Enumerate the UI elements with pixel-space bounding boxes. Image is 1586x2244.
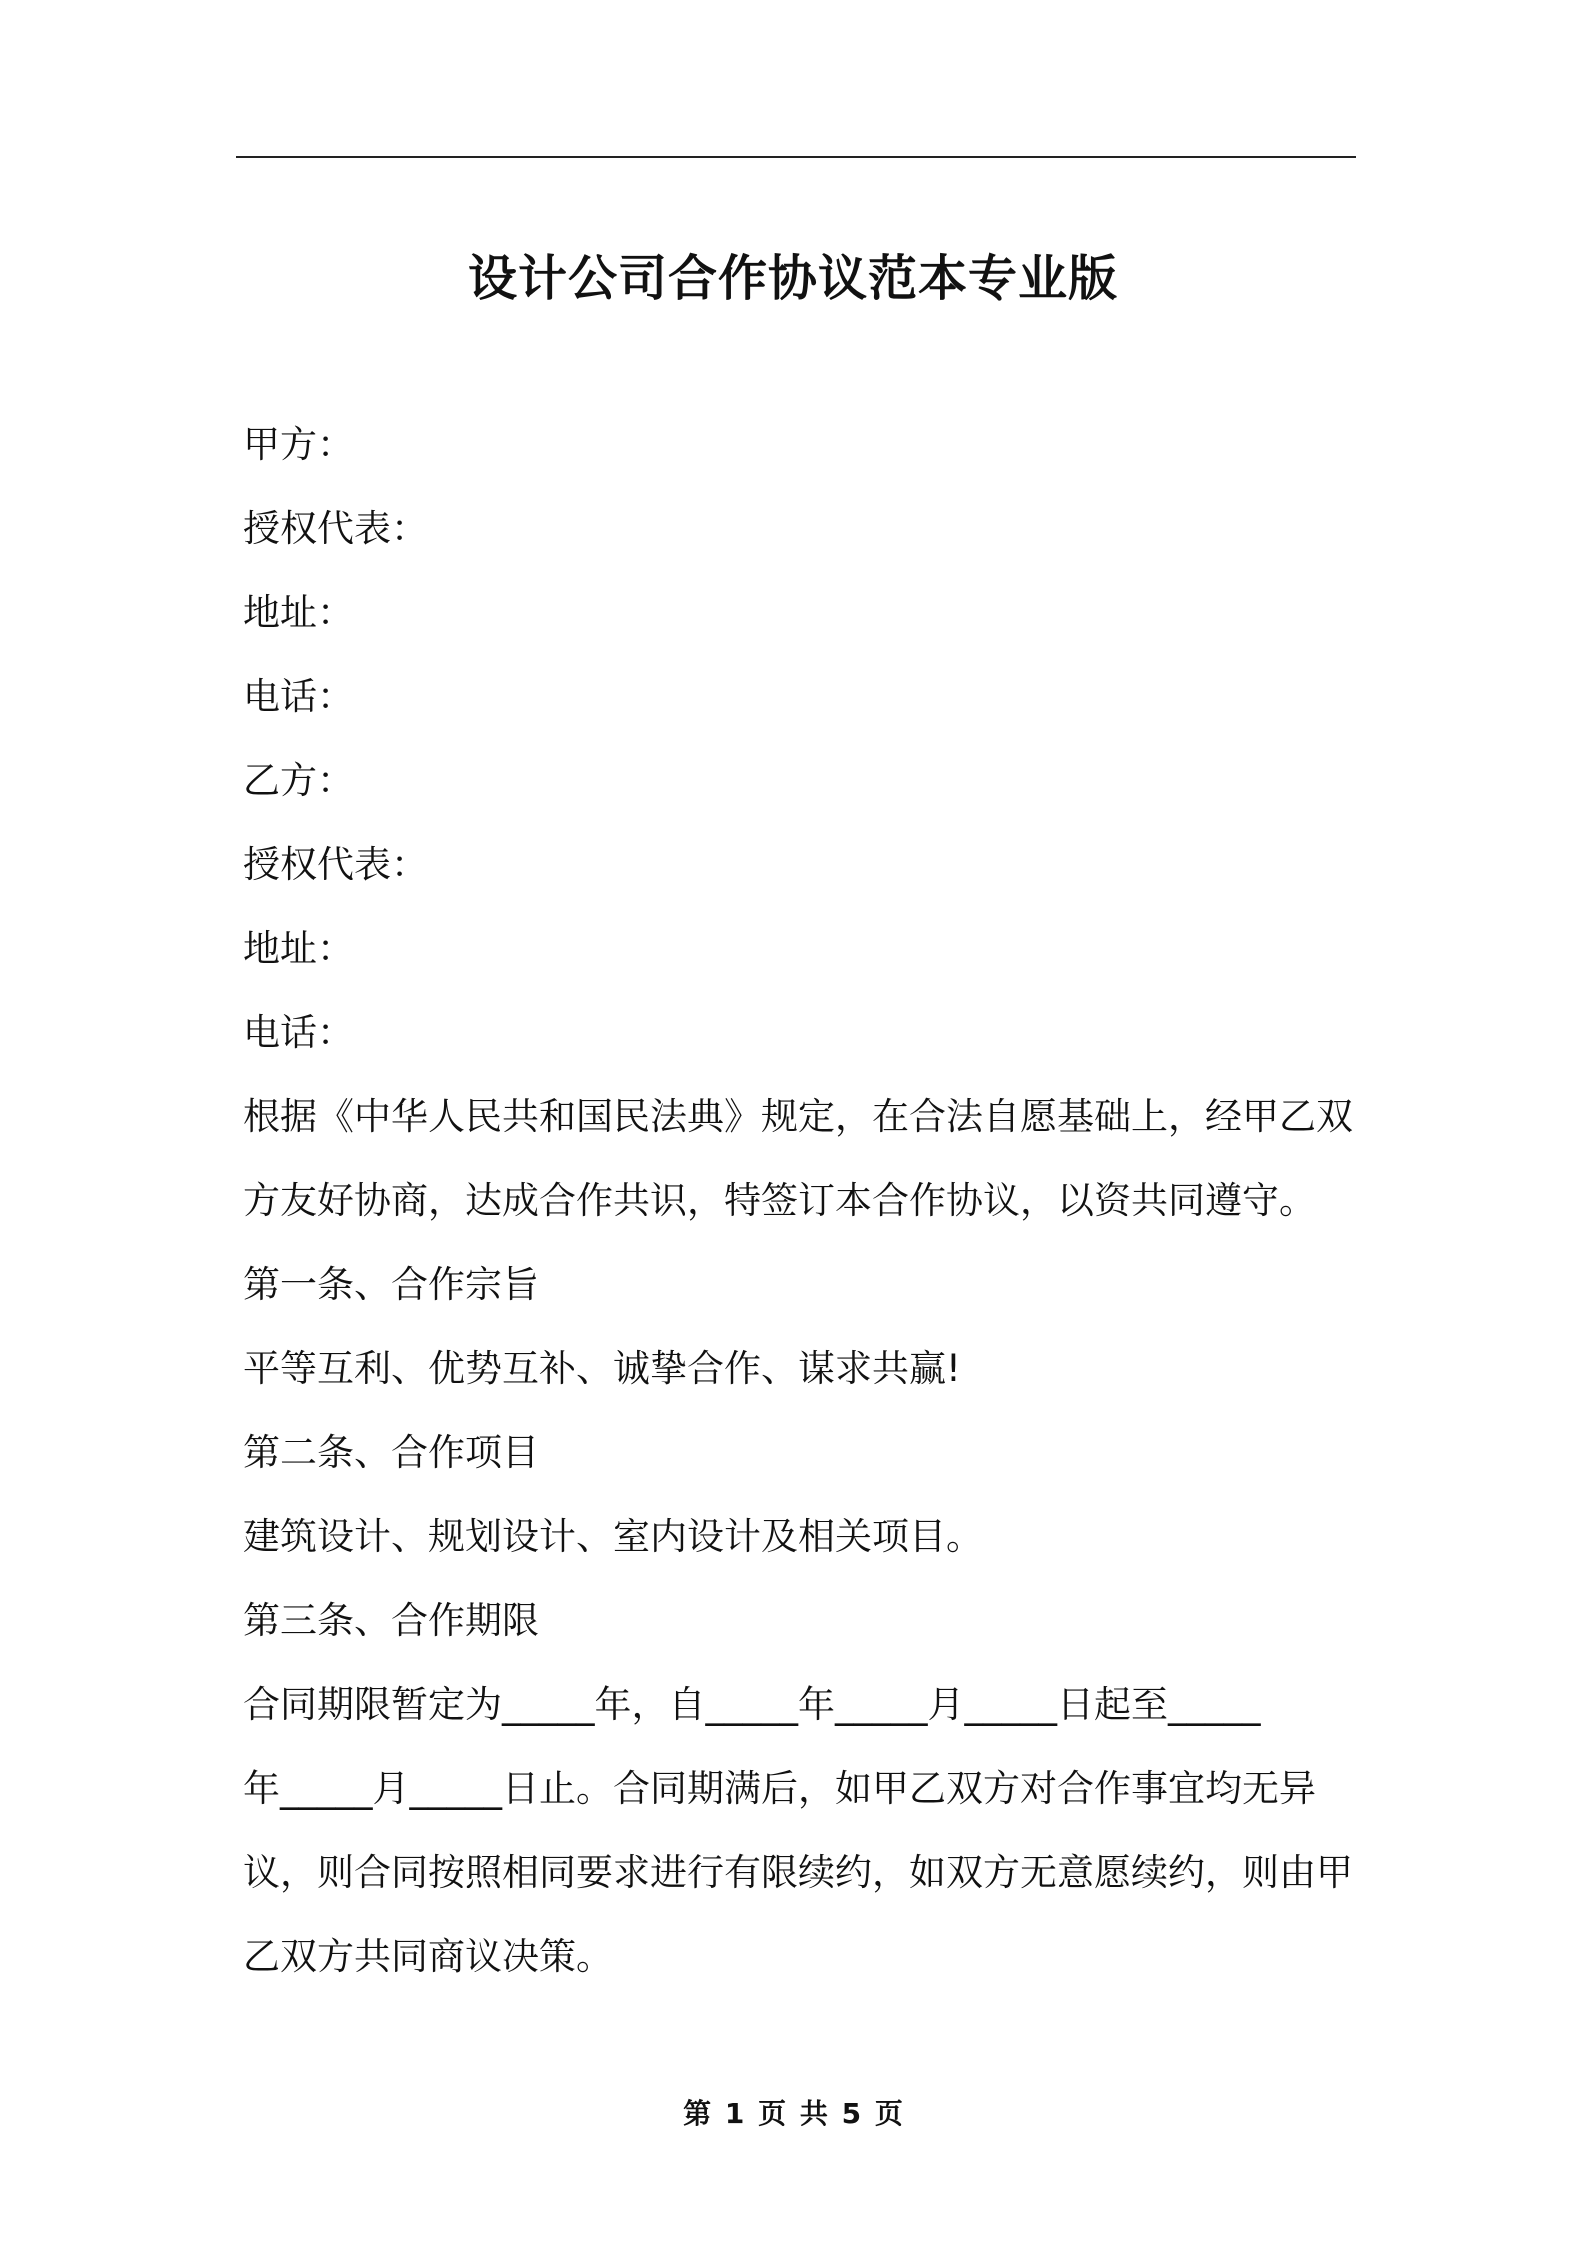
- party-a-representative-line: 授权代表：: [243, 507, 428, 550]
- party-b-line: 乙方：: [243, 759, 354, 802]
- header-rule: [236, 156, 1356, 158]
- party-b-phone-line: 电话：: [243, 1011, 354, 1054]
- party-b-address-line: 地址：: [243, 927, 354, 970]
- article-1-heading: 第一条、合作宗旨: [243, 1263, 539, 1306]
- article-3-text: 年_____月_____日止。合同期满后，如甲乙双方对合作事宜均无异: [243, 1767, 1316, 1810]
- article-3-heading: 第三条、合作期限: [243, 1599, 539, 1642]
- document-body: [243, 403, 1363, 1999]
- party-b-representative-line: 授权代表：: [243, 843, 428, 886]
- article-3-text: 乙双方共同商议决策。: [243, 1935, 613, 1978]
- party-a-address-line: 地址：: [243, 591, 354, 634]
- preamble-line: 方友好协商，达成合作共识，特签订本合作协议，以资共同遵守。: [243, 1179, 1316, 1222]
- article-3-text: 合同期限暂定为_____年，自_____年_____月_____日起至_____: [243, 1683, 1261, 1726]
- document-title: 设计公司合作协议范本专业版: [467, 249, 1118, 307]
- article-2-heading: 第二条、合作项目: [243, 1431, 539, 1474]
- article-3-text: 议，则合同按照相同要求进行有限续约，如双方无意愿续约，则由甲: [243, 1851, 1353, 1894]
- article-2-text: 建筑设计、规划设计、室内设计及相关项目。: [243, 1515, 983, 1558]
- page-number: 第 1 页 共 5 页: [683, 2097, 903, 2130]
- party-a-line: 甲方：: [243, 423, 354, 466]
- article-1-text: 平等互利、优势互补、诚挚合作、谋求共赢!: [243, 1347, 961, 1390]
- party-a-phone-line: 电话：: [243, 675, 354, 718]
- preamble-line: 根据《中华人民共和国民法典》规定，在合法自愿基础上，经甲乙双: [243, 1095, 1353, 1138]
